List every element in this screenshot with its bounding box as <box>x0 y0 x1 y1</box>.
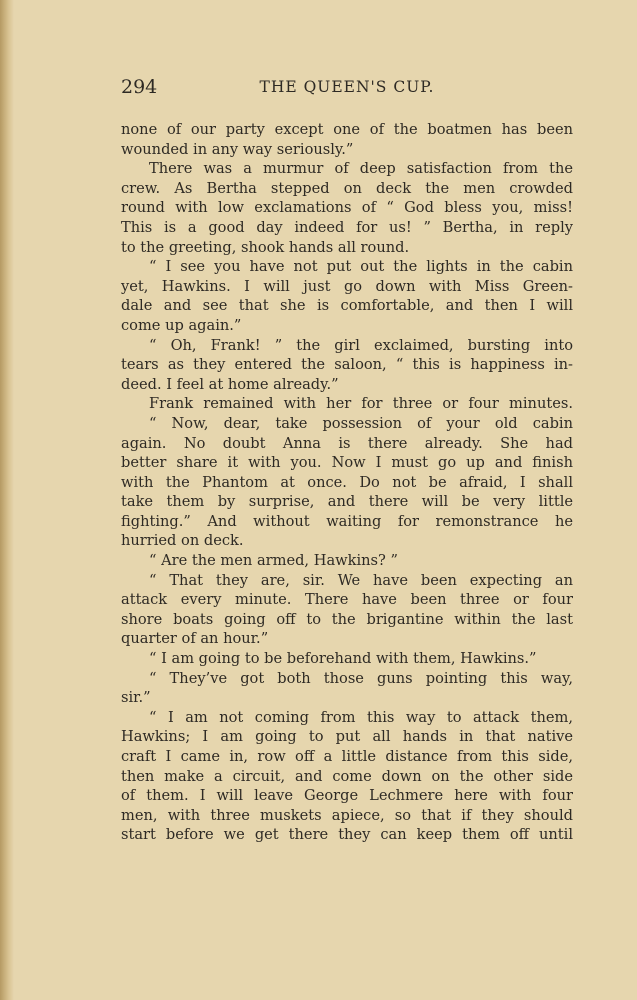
text-line: then make a circuit, and come down on the other side <box>121 767 573 785</box>
text-line: Hawkins; I am going to put all hands in that native <box>121 728 573 746</box>
text-line: of them. I will leave George Lechmere here with four <box>121 787 573 805</box>
text-line: wounded in any way seriously.” <box>121 140 354 158</box>
text-line: “ That they are, sir. We have been expecting an <box>149 571 573 589</box>
text-line: better share it with you. Now I must go up and finish <box>121 454 573 472</box>
text-line: This is a good day indeed for us! ” Bertha, in reply <box>121 218 573 236</box>
text-line: take them by surprise, and there will be very little <box>121 493 573 511</box>
text-line: crew. As Bertha stepped on deck the men crowded <box>121 179 573 197</box>
text-line: round with low exclamations of “ God bless you, miss! <box>121 199 573 217</box>
text-line: start before we get there they can keep them off until <box>121 826 573 844</box>
text-line: to the greeting, shook hands all round. <box>121 238 410 256</box>
text-line: “ I see you have not put out the lights in the cabin <box>149 258 573 276</box>
text-line: quarter of an hour.” <box>121 630 269 648</box>
text-line: dale and see that she is comfortable, and then I will <box>121 297 573 315</box>
text-line: tears as they entered the saloon, “ this is happiness in- <box>121 356 573 374</box>
text-line: hurried on deck. <box>121 532 244 550</box>
text-line: sir.” <box>121 689 151 707</box>
text-line: “ Oh, Frank! ” the girl exclaimed, bursting into <box>149 336 573 354</box>
text-line: none of our party except one of the boatmen has been <box>121 121 573 138</box>
text-line: “ Now, dear, take possession of your old cabin <box>149 414 573 432</box>
text-line: “ I am going to be beforehand with them, Hawkins.” <box>149 650 537 668</box>
text-line: fighting.” And without waiting for remonstrance he <box>121 512 573 530</box>
text-line: again. No doubt Anna is there already. She had <box>121 434 573 452</box>
text-line: craft I came in, row off a little distance from this side, <box>121 748 573 765</box>
text-line: come up again.” <box>121 316 242 334</box>
text-line: “ I am not coming from this way to attack them, <box>149 708 573 726</box>
page-header <box>121 76 573 102</box>
text-line: men, with three muskets apiece, so that if they should <box>121 806 573 824</box>
page-number: 294 <box>121 76 158 98</box>
running-title: THE QUEEN'S CUP. <box>259 78 435 96</box>
text-line: with the Phantom at once. Do not be afraid, I shall <box>121 473 573 491</box>
text-line: There was a murmur of deep satisfaction from the <box>149 160 573 178</box>
body-text <box>121 120 573 845</box>
text-line: “ Are the men armed, Hawkins? ” <box>149 552 398 570</box>
text-line: shore boats going off to the brigantine within the last <box>121 610 573 628</box>
text-line: Frank remained with her for three or four minutes. <box>149 395 573 413</box>
text-line: “ They’ve got both those guns pointing this way, <box>149 669 573 687</box>
text-line: attack every minute. There have been three or four <box>121 591 573 609</box>
text-line: deed. I feel at home already.” <box>121 375 339 393</box>
text-line: yet, Hawkins. I will just go down with Miss Green- <box>121 277 573 295</box>
